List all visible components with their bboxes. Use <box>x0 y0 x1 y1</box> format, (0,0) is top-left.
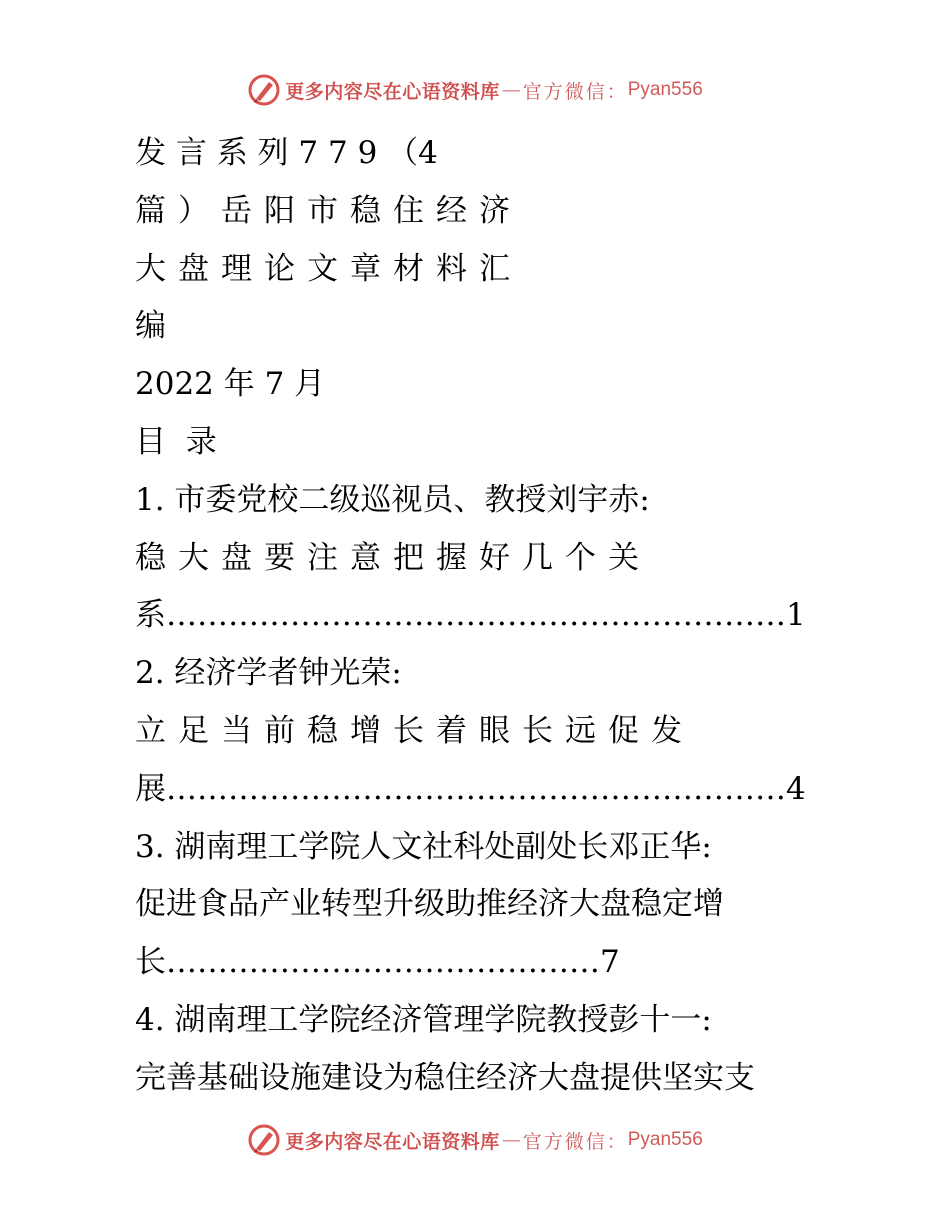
watermark-separator: — <box>501 1129 521 1151</box>
toc-entry-page: 系……………………………………………………1 <box>135 597 806 634</box>
document-date: 2022 年 7 月 <box>135 366 326 403</box>
toc-entry-page: 展……………………………………………………4 <box>135 770 806 807</box>
toc-entry-title: 1. 市委党校二级巡视员、教授刘宇赤: <box>135 481 650 518</box>
title-line: 发 言 系 列 7 7 9 （4 <box>135 135 438 171</box>
toc-entry-title: 促进食品产业转型升级助推经济大盘稳定增 <box>135 886 724 923</box>
title-line: 大盘理论文章材料汇 <box>135 250 522 287</box>
watermark-banner-top <box>0 70 950 110</box>
title-line: 篇）岳阳市稳住经济 <box>135 192 522 229</box>
pen-logo-icon <box>247 1123 281 1157</box>
title-line: 编 <box>135 308 166 345</box>
watermark-contact-id: Pyan556 <box>627 79 703 100</box>
toc-entry-page: 长……………………………………7 <box>135 944 620 981</box>
watermark-banner-bottom <box>0 1120 950 1160</box>
toc-entry-title: 4. 湖南理工学院经济管理学院教授彭十一: <box>135 1001 712 1038</box>
toc-heading: 目 录 <box>135 423 217 460</box>
watermark-contact-id: Pyan556 <box>627 1129 703 1150</box>
watermark-separator: — <box>501 79 521 101</box>
toc-entry-title: 2. 经济学者钟光荣: <box>135 655 402 692</box>
watermark-contact-label: 官方微信： <box>522 1130 628 1153</box>
toc-entry-title: 稳大盘要注意把握好几个关 <box>135 539 651 576</box>
toc-entry-title: 3. 湖南理工学院人文社科处副处长邓正华: <box>135 828 712 865</box>
pen-logo-icon <box>247 73 281 107</box>
toc-entry-title: 立足当前稳增长着眼长远促发 <box>135 712 694 749</box>
watermark-contact-label: 官方微信： <box>522 80 628 103</box>
watermark-text: 更多内容尽在心语资料库 <box>285 80 500 103</box>
toc-entry-title: 完善基础设施建设为稳住经济大盘提供坚实支 <box>135 1059 755 1096</box>
watermark-text: 更多内容尽在心语资料库 <box>285 1130 500 1153</box>
document-body <box>135 125 855 1108</box>
